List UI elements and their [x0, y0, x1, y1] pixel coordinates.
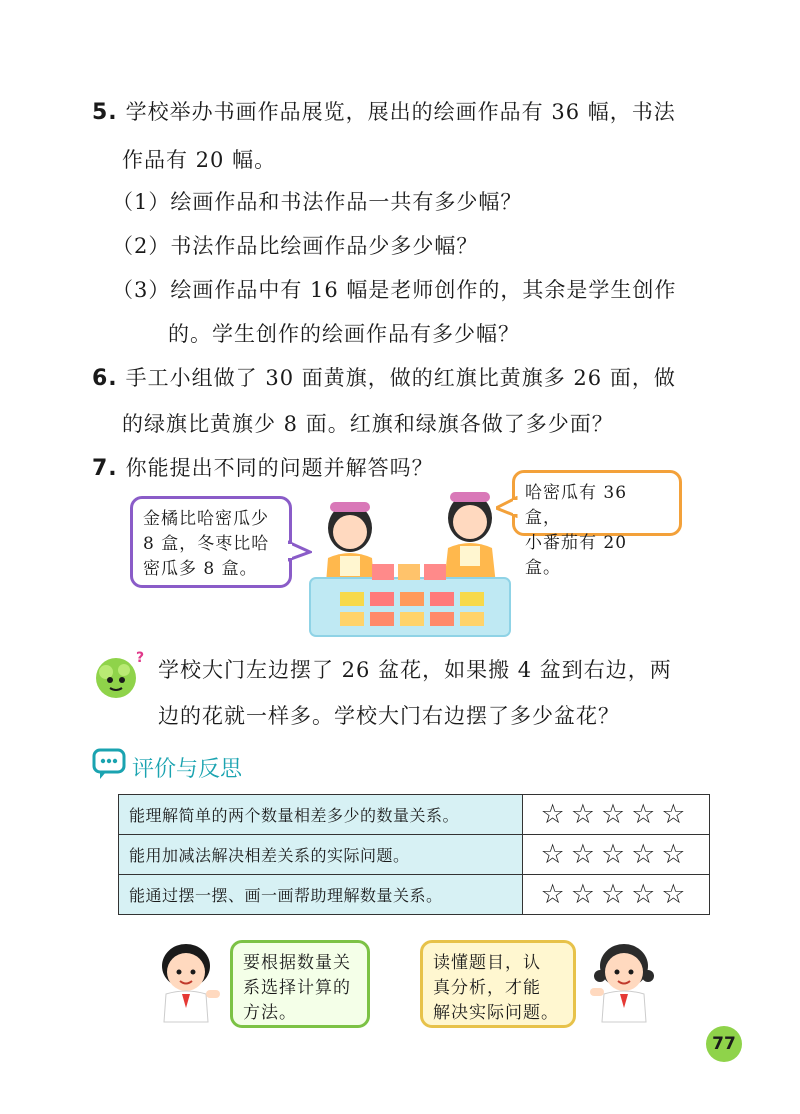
subquestion-1: （1）绘画作品和书法作品一共有多少幅？ — [112, 190, 523, 214]
subquestion-3-cont: 的。学生创作的绘画作品有多少幅？ — [168, 322, 520, 346]
problem-5-line-1: 5. 学校举办书画作品展览，展出的绘画作品有 36 幅，书法 — [92, 100, 676, 125]
girl-character-icon — [582, 936, 664, 1024]
evaluation-table — [118, 794, 710, 915]
extra-problem-line-1: 学校大门左边摆了 26 盆花，如果搬 4 盆到右边，两 — [158, 658, 672, 682]
problem-number: 5. — [92, 100, 118, 125]
section-title-evaluation: 评价与反思 — [132, 757, 243, 782]
star-rating[interactable]: ☆☆☆☆☆ — [523, 835, 710, 875]
star-rating[interactable]: ☆☆☆☆☆ — [523, 875, 710, 915]
evaluation-item: 能通过摆一摆、画一画帮助理解数量关系。 — [119, 875, 523, 915]
problem-6-line-1: 6. 手工小组做了 30 面黄旗，做的红旗比黄旗多 26 面，做 — [92, 366, 676, 391]
speech-bubble-left: 金橘比哈密瓜少 8 盒，冬枣比哈 密瓜多 8 盒。 — [130, 496, 292, 588]
tip-bubble-girl: 读懂题目，认 真分析，才能 解决实际问题。 — [420, 940, 576, 1028]
table-row — [119, 795, 710, 835]
problem-number: 6. — [92, 366, 118, 391]
chat-bubble-icon — [92, 748, 126, 780]
subquestion-2: （2）书法作品比绘画作品少多少幅？ — [112, 234, 479, 258]
boy-character-icon — [148, 936, 230, 1024]
svg-text:?: ? — [136, 650, 145, 666]
cabbage-mascot-icon — [88, 648, 150, 702]
table-row — [119, 835, 710, 875]
evaluation-item: 能用加减法解决相差关系的实际问题。 — [119, 835, 523, 875]
problem-number: 7. — [92, 456, 118, 481]
problem-7-line-1: 7. 你能提出不同的问题并解答吗？ — [92, 456, 434, 481]
problem-6-line-2: 的绿旗比黄旗少 8 面。红旗和绿旗各做了多少面？ — [122, 412, 614, 436]
problem-5-line-2: 作品有 20 幅。 — [122, 148, 277, 172]
table-row — [119, 875, 710, 915]
page-number: 77 — [706, 1026, 742, 1062]
evaluation-item: 能理解简单的两个数量相差多少的数量关系。 — [119, 795, 523, 835]
tip-bubble-boy: 要根据数量关 系选择计算的 方法。 — [230, 940, 370, 1028]
star-rating[interactable]: ☆☆☆☆☆ — [523, 795, 710, 835]
subquestion-3: （3）绘画作品中有 16 幅是老师创作的，其余是学生创作 — [112, 278, 677, 302]
extra-problem-line-2: 边的花就一样多。学校大门右边摆了多少盆花？ — [158, 704, 620, 728]
fruit-stall-illustration — [300, 478, 520, 638]
speech-bubble-right: 哈密瓜有 36 盒， 小番茄有 20 盒。 — [512, 470, 682, 536]
